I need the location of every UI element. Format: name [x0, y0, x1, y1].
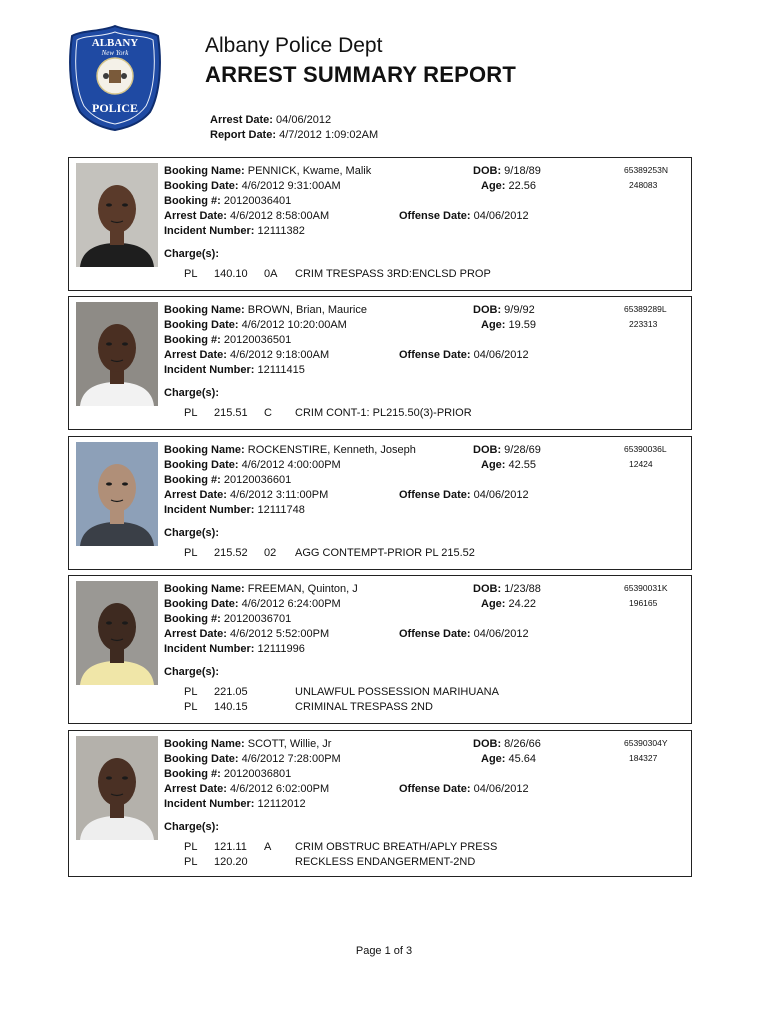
record-code-primary: 65390036L	[624, 444, 667, 454]
booking-date	[164, 319, 347, 332]
record-arrest-date	[164, 210, 329, 223]
badge-text-bottom: POLICE	[91, 101, 139, 115]
incident-number	[164, 504, 305, 517]
charge-section: 120.20	[214, 856, 248, 868]
booking-name	[164, 738, 331, 751]
offense-date-label: Offense Date:	[399, 349, 471, 361]
booking-name-value: BROWN, Brian, Maurice	[247, 304, 367, 316]
charge-desc: UNLAWFUL POSSESSION MARIHUANA	[295, 686, 499, 698]
booking-date-label: Booking Date:	[164, 598, 239, 610]
record-code-secondary: 223313	[629, 319, 658, 329]
booking-number	[164, 334, 291, 347]
record-arrest-date-label: Arrest Date:	[164, 210, 227, 222]
age-value: 42.55	[508, 459, 537, 471]
record-arrest-date-value: 4/6/2012 3:11:00PM	[230, 489, 329, 501]
record-code-primary: 65389253N	[624, 165, 668, 175]
booking-date-value: 4/6/2012 6:24:00PM	[241, 598, 341, 610]
age-value: 22.56	[508, 180, 537, 192]
charge-sub: C	[264, 407, 272, 419]
dob-value: 9/9/92	[504, 304, 535, 316]
charges-label: Charge(s):	[164, 666, 220, 678]
incident-number	[164, 798, 306, 811]
booking-name-value: ROCKENSTIRE, Kenneth, Joseph	[247, 444, 416, 456]
age-value: 19.59	[508, 319, 537, 331]
booking-date	[164, 753, 341, 766]
age-label: Age:	[481, 319, 506, 331]
mugshot-photo	[76, 736, 158, 840]
arrest-date-value: 04/06/2012	[276, 114, 332, 126]
mugshot-photo	[76, 163, 158, 267]
record-arrest-date	[164, 489, 328, 502]
booking-name	[164, 165, 371, 178]
record-arrest-date-value: 4/6/2012 9:18:00AM	[230, 349, 330, 361]
incident-number-value: 12111382	[257, 225, 305, 237]
booking-name-value: FREEMAN, Quinton, J	[247, 583, 358, 595]
booking-name-value: PENNICK, Kwame, Malik	[247, 165, 372, 177]
booking-name	[164, 444, 416, 457]
age-label: Age:	[481, 459, 506, 471]
charge-section: 215.51	[214, 407, 248, 419]
incident-number-value: 12112012	[257, 798, 306, 810]
charge-section: 215.52	[214, 547, 248, 559]
record-arrest-date-label: Arrest Date:	[164, 349, 227, 361]
incident-number-value: 12111996	[257, 643, 305, 655]
offense-date	[399, 210, 529, 223]
dob	[473, 165, 541, 178]
booking-number	[164, 613, 291, 626]
booking-date-label: Booking Date:	[164, 753, 239, 765]
booking-date-value: 4/6/2012 4:00:00PM	[241, 459, 341, 471]
offense-date-label: Offense Date:	[399, 210, 471, 222]
age-value: 24.22	[508, 598, 537, 610]
charges-label: Charge(s):	[164, 821, 220, 833]
charge-desc: AGG CONTEMPT-PRIOR PL 215.52	[295, 547, 475, 559]
police-badge-logo	[68, 24, 162, 132]
charge-law: PL	[184, 547, 198, 559]
booking-number	[164, 768, 291, 781]
booking-number-value: 20120036401	[223, 195, 292, 207]
record-code-secondary: 12424	[629, 459, 653, 469]
incident-number-label: Incident Number:	[164, 225, 255, 237]
record-arrest-date-value: 4/6/2012 8:58:00AM	[230, 210, 330, 222]
dob-label: DOB:	[473, 304, 502, 316]
booking-number	[164, 474, 291, 487]
booking-date	[164, 180, 341, 193]
dob-label: DOB:	[473, 738, 502, 750]
booking-number	[164, 195, 291, 208]
offense-date-value: 04/06/2012	[473, 349, 529, 361]
arrest-record-card	[68, 730, 692, 877]
booking-date-value: 4/6/2012 10:20:00AM	[241, 319, 347, 331]
dob	[473, 444, 541, 457]
badge-text-middle: New York	[101, 49, 129, 57]
dob-value: 8/26/66	[504, 738, 541, 750]
mugshot-photo	[76, 302, 158, 406]
report-date-value: 4/7/2012 1:09:02AM	[279, 129, 379, 141]
booking-date-label: Booking Date:	[164, 319, 239, 331]
booking-name-label: Booking Name:	[164, 583, 245, 595]
mugshot-photo	[76, 442, 158, 546]
dob	[473, 738, 541, 751]
booking-number-value: 20120036501	[223, 334, 292, 346]
record-arrest-date-label: Arrest Date:	[164, 489, 227, 501]
dob-label: DOB:	[473, 444, 502, 456]
arrest-record-card	[68, 436, 692, 570]
incident-number-value: 12111415	[257, 364, 305, 376]
booking-number-label: Booking #:	[164, 613, 221, 625]
booking-number-label: Booking #:	[164, 195, 221, 207]
age	[481, 180, 536, 193]
booking-date-label: Booking Date:	[164, 180, 239, 192]
age-label: Age:	[481, 753, 506, 765]
age-value: 45.64	[508, 753, 537, 765]
offense-date	[399, 349, 529, 362]
booking-name-value: SCOTT, Willie, Jr	[247, 738, 332, 750]
booking-name-label: Booking Name:	[164, 444, 245, 456]
charge-section: 140.15	[214, 701, 248, 713]
incident-number-value: 12111748	[257, 504, 305, 516]
charge-law: PL	[184, 407, 198, 419]
offense-date-label: Offense Date:	[399, 628, 471, 640]
incident-number-label: Incident Number:	[164, 364, 255, 376]
dob-value: 9/28/69	[504, 444, 541, 456]
offense-date	[399, 783, 529, 796]
mugshot-photo	[76, 581, 158, 685]
dob-label: DOB:	[473, 165, 502, 177]
arrest-record-card	[68, 157, 692, 291]
dob	[473, 583, 541, 596]
record-code-primary: 65389289L	[624, 304, 667, 314]
charge-desc: CRIM CONT-1: PL215.50(3)-PRIOR	[295, 407, 472, 419]
booking-name-label: Booking Name:	[164, 165, 245, 177]
charge-section: 121.11	[214, 841, 247, 853]
booking-number-value: 20120036701	[223, 613, 292, 625]
offense-date-value: 04/06/2012	[473, 489, 529, 501]
age-label: Age:	[481, 180, 506, 192]
record-code-primary: 65390304Y	[624, 738, 668, 748]
report-date-label: Report Date:	[210, 129, 277, 141]
department-name: Albany Police Dept	[205, 34, 383, 57]
report-date-line	[210, 129, 378, 141]
incident-number	[164, 225, 305, 238]
charge-law: PL	[184, 856, 198, 868]
record-arrest-date-value: 4/6/2012 6:02:00PM	[230, 783, 330, 795]
charge-law: PL	[184, 686, 198, 698]
charge-law: PL	[184, 268, 198, 280]
age	[481, 598, 536, 611]
charge-section: 140.10	[214, 268, 248, 280]
arrest-date-label: Arrest Date:	[210, 114, 273, 126]
dob-value: 1/23/88	[504, 583, 541, 595]
dob-value: 9/18/89	[504, 165, 541, 177]
record-code-secondary: 184327	[629, 753, 658, 763]
booking-number-value: 20120036601	[223, 474, 292, 486]
incident-number	[164, 364, 305, 377]
incident-number-label: Incident Number:	[164, 798, 255, 810]
charge-desc: CRIM OBSTRUC BREATH/APLY PRESS	[295, 841, 498, 853]
age	[481, 459, 536, 472]
booking-date	[164, 459, 341, 472]
record-arrest-date-value: 4/6/2012 5:52:00PM	[230, 628, 330, 640]
arrest-record-card	[68, 575, 692, 724]
offense-date-label: Offense Date:	[399, 489, 471, 501]
charge-section: 221.05	[214, 686, 248, 698]
offense-date-value: 04/06/2012	[473, 783, 529, 795]
arrest-record-card	[68, 296, 692, 430]
charges-label: Charge(s):	[164, 527, 220, 539]
booking-number-label: Booking #:	[164, 768, 221, 780]
age-label: Age:	[481, 598, 506, 610]
record-arrest-date	[164, 783, 329, 796]
offense-date-value: 04/06/2012	[473, 628, 529, 640]
record-code-secondary: 248083	[629, 180, 658, 190]
dob-label: DOB:	[473, 583, 502, 595]
incident-number-label: Incident Number:	[164, 504, 255, 516]
booking-name	[164, 304, 367, 317]
charge-desc: CRIMINAL TRESPASS 2ND	[295, 701, 433, 713]
charge-sub: 0A	[264, 268, 278, 280]
charge-law: PL	[184, 701, 198, 713]
booking-number-value: 20120036801	[223, 768, 292, 780]
page-number: Page 1 of 3	[355, 945, 413, 957]
charges-label: Charge(s):	[164, 248, 220, 260]
badge-text-top: ALBANY	[91, 37, 139, 49]
booking-date-value: 4/6/2012 7:28:00PM	[241, 753, 341, 765]
booking-number-label: Booking #:	[164, 334, 221, 346]
booking-name-label: Booking Name:	[164, 738, 245, 750]
charges-label: Charge(s):	[164, 387, 220, 399]
offense-date	[399, 628, 529, 641]
incident-number-label: Incident Number:	[164, 643, 255, 655]
dob	[473, 304, 535, 317]
record-arrest-date-label: Arrest Date:	[164, 783, 227, 795]
record-arrest-date	[164, 628, 329, 641]
charge-desc: CRIM TRESPASS 3RD:ENCLSD PROP	[295, 268, 491, 280]
booking-date	[164, 598, 341, 611]
report-title: ARREST SUMMARY REPORT	[205, 62, 516, 87]
offense-date	[399, 489, 529, 502]
charge-law: PL	[184, 841, 198, 853]
incident-number	[164, 643, 305, 656]
age	[481, 319, 536, 332]
booking-number-label: Booking #:	[164, 474, 221, 486]
arrest-date-line	[210, 114, 331, 126]
booking-date-label: Booking Date:	[164, 459, 239, 471]
charge-desc: RECKLESS ENDANGERMENT-2ND	[295, 856, 476, 868]
record-code-secondary: 196165	[629, 598, 658, 608]
booking-name	[164, 583, 358, 596]
record-arrest-date-label: Arrest Date:	[164, 628, 227, 640]
record-arrest-date	[164, 349, 329, 362]
offense-date-label: Offense Date:	[399, 783, 471, 795]
offense-date-value: 04/06/2012	[473, 210, 529, 222]
booking-date-value: 4/6/2012 9:31:00AM	[241, 180, 341, 192]
record-code-primary: 65390031K	[624, 583, 668, 593]
charge-sub: A	[264, 841, 272, 853]
booking-name-label: Booking Name:	[164, 304, 245, 316]
age	[481, 753, 536, 766]
charge-sub: 02	[264, 547, 277, 559]
